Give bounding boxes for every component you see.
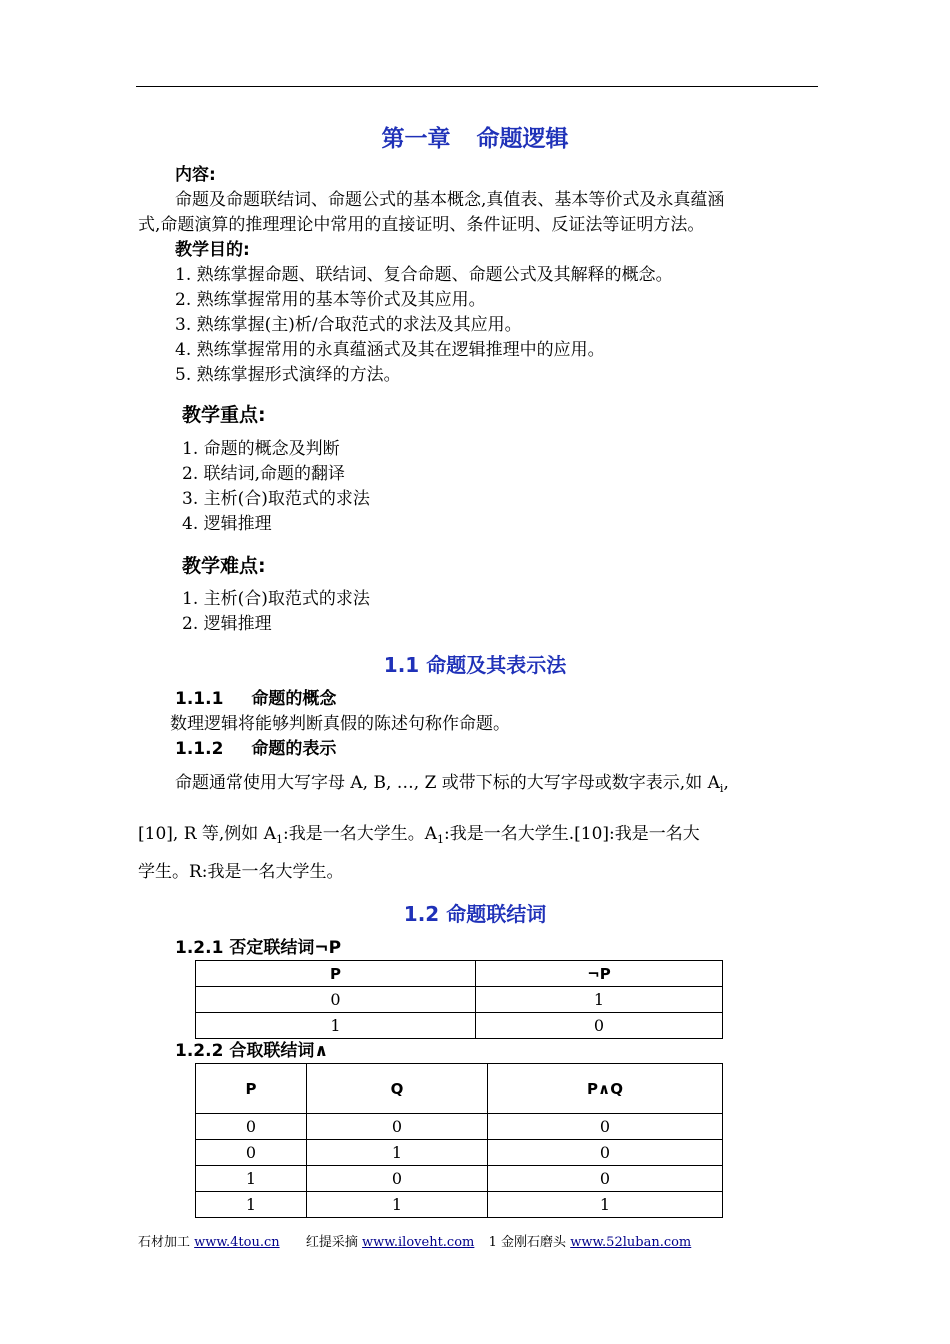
table-cell: 1 xyxy=(307,1192,488,1218)
goals-label: 教学目的: xyxy=(175,240,250,260)
paragraph-line-2: [10], R 等,例如 $A_1$:我是一名大学生。$A_1$:我是一名大学生.[10]:我是一名大 xyxy=(138,824,700,846)
goal-item: 4. 熟练掌握常用的永真蕴涵式及其在逻辑推理中的应用。 xyxy=(175,340,605,360)
conjunction-heading: 1.2.2 合取联结词∧ xyxy=(175,1041,329,1061)
table-row xyxy=(196,1192,723,1218)
table-cell: 1 xyxy=(196,1013,476,1039)
footer xyxy=(138,1231,691,1250)
paragraph-line-1: 命题通常使用大写字母 A, B, …, Z 或带下标的大写字母或数字表示,如 $A_i$, xyxy=(175,773,729,795)
table-cell: 0 xyxy=(196,987,476,1013)
difficulty-item: 1. 主析(合)取范式的求法 xyxy=(182,589,370,609)
goal-item: 2. 熟练掌握常用的基本等价式及其应用。 xyxy=(175,290,486,310)
conjunction-truth-table xyxy=(195,1063,723,1218)
chapter-title: 第一章 命题逻辑 xyxy=(381,126,569,152)
key-point-item: 4. 逻辑推理 xyxy=(182,514,272,534)
key-points-label: 教学重点: xyxy=(182,404,266,426)
table-cell: 0 xyxy=(196,1140,307,1166)
content-line-2: 式,命题演算的推理理论中常用的直接证明、条件证明、反证法等证明方法。 xyxy=(138,215,705,235)
table-cell: 0 xyxy=(307,1166,488,1192)
footer-text: 1 金刚石磨头 xyxy=(488,1235,567,1250)
table-header-row xyxy=(196,1064,723,1114)
table-cell: 0 xyxy=(488,1114,723,1140)
table-row xyxy=(196,987,723,1013)
key-point-item: 3. 主析(合)取范式的求法 xyxy=(182,489,370,509)
footer-link[interactable]: www.iloveht.com xyxy=(362,1235,475,1250)
table-cell: 0 xyxy=(488,1140,723,1166)
content-line-1: 命题及命题联结词、命题公式的基本概念,真值表、基本等价式及永真蕴涵 xyxy=(175,190,725,210)
table-row xyxy=(196,1166,723,1192)
table-row xyxy=(196,1114,723,1140)
table-cell: 0 xyxy=(488,1166,723,1192)
table-cell: 1 xyxy=(307,1140,488,1166)
table-header-row xyxy=(196,961,723,987)
table-cell: 0 xyxy=(307,1114,488,1140)
footer-link[interactable]: www.4tou.cn xyxy=(194,1235,280,1250)
section-title-1-2: 1.2 命题联结词 xyxy=(403,902,547,926)
table-header-cell: Q xyxy=(307,1064,488,1114)
table-cell: 0 xyxy=(196,1114,307,1140)
footer-link[interactable]: www.52luban.com xyxy=(570,1235,692,1250)
difficulty-item: 2. 逻辑推理 xyxy=(182,614,272,634)
paragraph-line-3: 学生。R:我是一名大学生。 xyxy=(138,862,344,882)
key-point-item: 1. 命题的概念及判断 xyxy=(182,439,340,459)
section-title-1-1: 1.1 命题及其表示法 xyxy=(383,653,567,677)
table-cell: 0 xyxy=(476,1013,723,1039)
table-header-cell: P xyxy=(196,961,476,987)
content-label: 内容: xyxy=(175,165,216,185)
table-cell: 1 xyxy=(196,1192,307,1218)
goal-item: 1. 熟练掌握命题、联结词、复合命题、命题公式及其解释的概念。 xyxy=(175,265,673,285)
table-header-cell: P xyxy=(196,1064,307,1114)
table-cell: 1 xyxy=(196,1166,307,1192)
difficulties-label: 教学难点: xyxy=(182,555,266,577)
subsection-1-1-1-text: 数理逻辑将能够判断真假的陈述句称作命题。 xyxy=(170,714,510,734)
goal-item: 3. 熟练掌握(主)析/合取范式的求法及其应用。 xyxy=(175,315,522,335)
table-header-cell: ¬P xyxy=(476,961,723,987)
table-row xyxy=(196,1013,723,1039)
table-row xyxy=(196,1140,723,1166)
goal-item: 5. 熟练掌握形式演绎的方法。 xyxy=(175,365,401,385)
negation-heading: 1.2.1 否定联结词¬P xyxy=(175,938,342,958)
table-header-cell: P∧Q xyxy=(488,1064,723,1114)
subsection-1-1-2: 1.1.2 命题的表示 xyxy=(175,739,337,759)
footer-text: 石材加工 xyxy=(138,1235,191,1250)
table-cell: 1 xyxy=(488,1192,723,1218)
footer-text: 红提采摘 xyxy=(305,1235,358,1250)
header-rule xyxy=(136,86,818,87)
key-point-item: 2. 联结词,命题的翻译 xyxy=(182,464,346,484)
negation-truth-table xyxy=(195,960,723,1039)
table-cell: 1 xyxy=(476,987,723,1013)
subsection-1-1-1: 1.1.1 命题的概念 xyxy=(175,689,337,709)
